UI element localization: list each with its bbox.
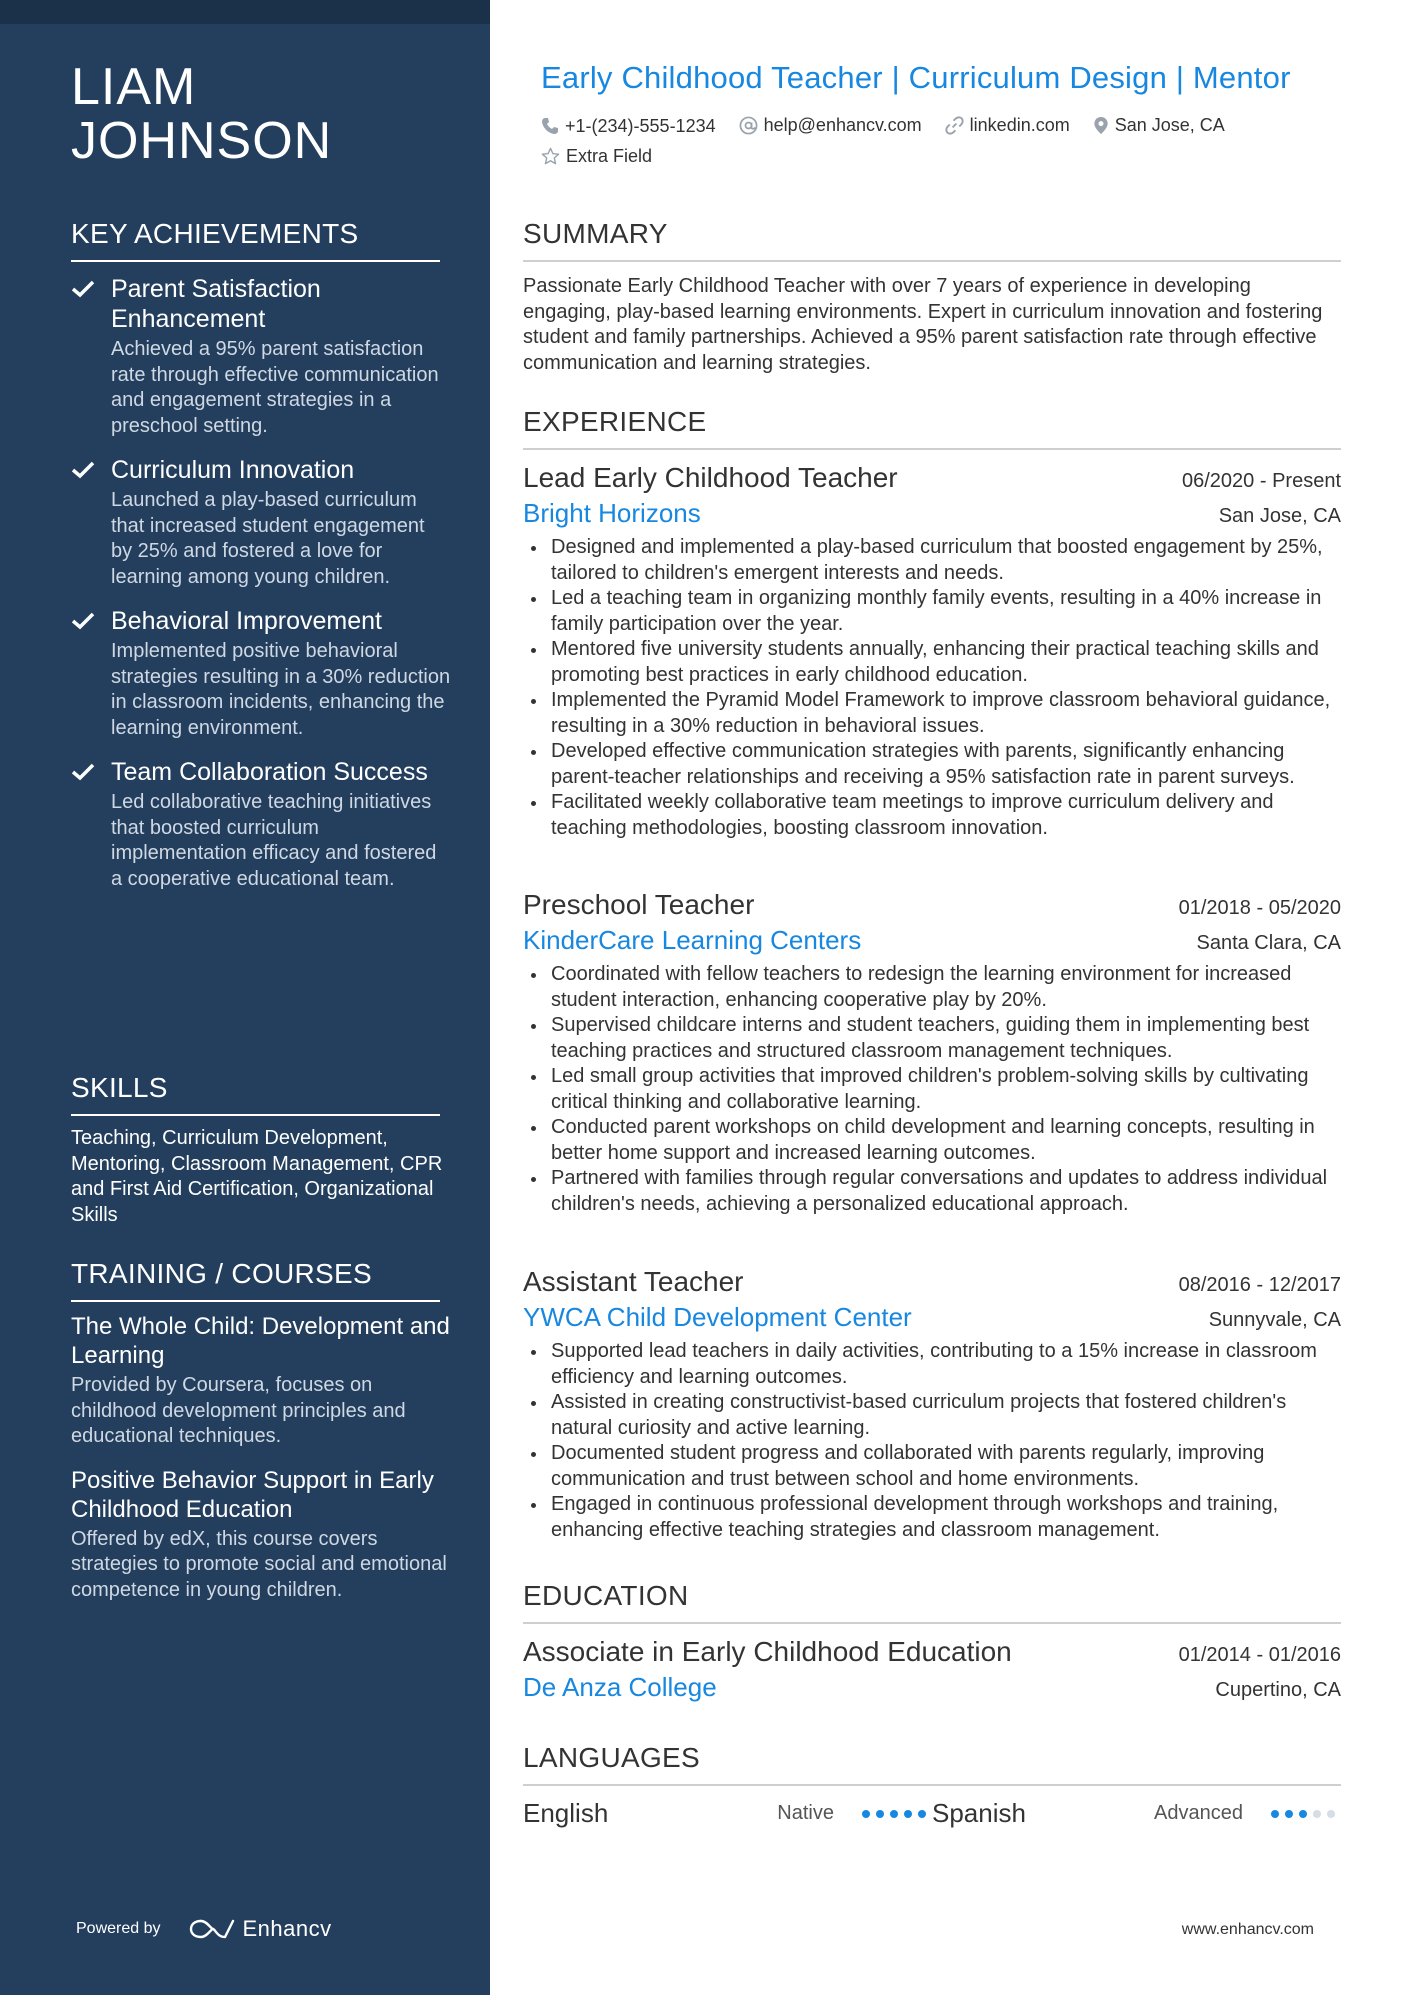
proficiency-dot-filled [1271, 1810, 1279, 1818]
bullet-item: Coordinated with fellow teachers to redesign the learning environment for increased student interaction, enhancing cooperative play by 20%. [523, 962, 1341, 1013]
job-company: YWCA Child Development Center [523, 1302, 912, 1332]
achievements-title: KEY ACHIEVEMENTS [71, 218, 440, 262]
course-title: Positive Behavior Support in Early Childhood Education [71, 1466, 434, 1523]
achievement-desc: Achieved a 95% parent satisfaction rate through effective communication and engagement strategies in a preschool setting. [111, 338, 439, 437]
language-name: Spanish [932, 1798, 1026, 1828]
star-icon [541, 147, 560, 166]
achievement-title: Team Collaboration Success [111, 758, 428, 786]
last-name: JOHNSON [71, 112, 333, 170]
bullet-item: Partnered with families through regular conversations and updates to address individual children's needs, achieving a personalized educational approach. [523, 1166, 1341, 1217]
job-bullets [523, 535, 1341, 841]
checkmark-icon [71, 763, 95, 781]
enhancv-logo-link[interactable] [189, 1916, 332, 1942]
language-level: Advanced [1154, 1802, 1243, 1824]
course-item [71, 1312, 451, 1450]
job-date: 08/2016 - 12/2017 [1178, 1274, 1341, 1296]
contact-location [1093, 112, 1225, 139]
bullet-item: Facilitated weekly collaborative team meetings to improve curriculum delivery and teaching methodologies, boosting classroom innovation. [523, 790, 1341, 841]
job-date: 01/2018 - 05/2020 [1178, 897, 1341, 919]
powered-by-label: Powered by [76, 1920, 161, 1937]
contact-info [541, 112, 1341, 174]
phone-text: +1-(234)-555-1234 [565, 115, 716, 136]
job-title: Lead Early Childhood Teacher [523, 462, 898, 493]
proficiency-dots [1271, 1810, 1341, 1818]
achievements-list [71, 274, 451, 908]
proficiency-dot-filled [1299, 1810, 1307, 1818]
bullet-item: Supported lead teachers in daily activities, contributing to a 15% increase in classroom efficiency and learning outcomes. [523, 1339, 1341, 1390]
sidebar-top-bar [0, 0, 490, 24]
contact-phone [541, 113, 716, 140]
language-item [523, 1798, 932, 1829]
education-title: EDUCATION [523, 1580, 1341, 1624]
achievement-desc: Implemented positive behavioral strategies resulting in a 30% reduction in classroom incidents, enhancing the learning environment. [111, 640, 451, 739]
proficiency-dot-filled [890, 1810, 898, 1818]
bullet-item: Engaged in continuous professional development through workshops and training, enhancing effective teaching strategies and classroom management. [523, 1492, 1341, 1543]
link-text: linkedin.com [969, 115, 1070, 135]
proficiency-dot-empty [1313, 1810, 1321, 1818]
course-desc: Provided by Coursera, focuses on childhood development principles and educational techniques. [71, 1374, 406, 1447]
proficiency-dot-filled [904, 1810, 912, 1818]
job-location: Sunnyvale, CA [1208, 1309, 1341, 1331]
bullet-item: Supervised childcare interns and student teachers, guiding them in implementing best teaching practices and structured classroom management techniques. [523, 1013, 1341, 1064]
bullet-item: Led small group activities that improved children's problem-solving skills by cultivating critical thinking and collaborative learning. [523, 1064, 1341, 1115]
contact-email[interactable] [739, 112, 922, 139]
enhancv-wordmark: Enhancv [242, 1916, 332, 1941]
bullet-item: Implemented the Pyramid Model Framework to improve classroom behavioral guidance, resulting in a 30% reduction in behavioral issues. [523, 688, 1341, 739]
language-name: English [523, 1798, 609, 1828]
first-name: LIAM [71, 58, 197, 116]
course-desc: Offered by edX, this course covers strategies to promote social and emotional competence in young children. [71, 1527, 447, 1601]
bullet-item: Conducted parent workshops on child development and learning concepts, resulting in better home support and increased learning outcomes. [523, 1115, 1341, 1166]
course-item [71, 1466, 451, 1604]
language-level: Native [777, 1802, 834, 1824]
education-location: Cupertino, CA [1215, 1679, 1341, 1701]
job-entry [523, 889, 1341, 1217]
checkmark-icon [71, 280, 95, 298]
achievement-item [71, 757, 451, 892]
job-date: 06/2020 - Present [1182, 470, 1341, 492]
job-entry [523, 462, 1341, 841]
bullet-item: Documented student progress and collaborated with parents regularly, improving communication and trust between school and home environments. [523, 1441, 1341, 1492]
education-date: 01/2014 - 01/2016 [1178, 1644, 1341, 1666]
sidebar [0, 0, 490, 1995]
bullet-item: Led a teaching team in organizing monthly family events, resulting in a 40% increase in family participation over the year. [523, 586, 1341, 637]
language-item [932, 1798, 1341, 1829]
location-text: San Jose, CA [1114, 115, 1225, 135]
degree-title: Associate in Early Childhood Education [523, 1636, 1012, 1667]
proficiency-dot-filled [918, 1810, 926, 1818]
school-name: De Anza College [523, 1672, 717, 1702]
summary-title: SUMMARY [523, 218, 1341, 262]
courses-list [71, 1312, 451, 1619]
enhancv-logo-icon [189, 1917, 235, 1941]
bullet-item: Mentored five university students annually, enhancing their practical teaching skills and promoting best practices in early childhood education. [523, 637, 1341, 688]
skills-title: SKILLS [71, 1072, 440, 1116]
achievement-desc: Led collaborative teaching initiatives that boosted curriculum implementation efficacy and fostered a cooperative educational team. [111, 791, 437, 890]
bullet-item: Designed and implemented a play-based curriculum that boosted engagement by 25%, tailored to children's emergent interests and needs. [523, 535, 1341, 586]
location-pin-icon [1093, 116, 1109, 135]
job-location: Santa Clara, CA [1196, 932, 1341, 954]
job-title: Preschool Teacher [523, 889, 755, 920]
job-entry [523, 1266, 1341, 1543]
course-title: The Whole Child: Development and Learning [71, 1313, 450, 1369]
headline: Early Childhood Teacher | Curriculum Design | Mentor [541, 60, 1291, 95]
checkmark-icon [71, 461, 95, 479]
languages-title: LANGUAGES [523, 1742, 1341, 1786]
bullet-item: Assisted in creating constructivist-based curriculum projects that fostered children's natural curiosity and active learning. [523, 1390, 1341, 1441]
phone-icon [541, 117, 559, 135]
achievement-title: Curriculum Innovation [111, 456, 355, 484]
bullet-item: Developed effective communication strategies with parents, significantly enhancing parent-teacher relationships and receiving a 95% satisfaction rate in parent surveys. [523, 739, 1341, 790]
proficiency-dot-filled [862, 1810, 870, 1818]
proficiency-dot-empty [1327, 1810, 1335, 1818]
proficiency-dot-filled [1285, 1810, 1293, 1818]
job-title: Assistant Teacher [523, 1266, 744, 1297]
contact-link[interactable] [945, 112, 1070, 139]
education-entry [523, 1636, 1341, 1703]
job-company: KinderCare Learning Centers [523, 925, 862, 955]
job-bullets [523, 1339, 1341, 1543]
proficiency-dot-filled [876, 1810, 884, 1818]
enhancv-website-link[interactable]: www.enhancv.com [1181, 1921, 1314, 1938]
candidate-name [71, 60, 332, 168]
checkmark-icon [71, 612, 95, 630]
training-title: TRAINING / COURSES [71, 1258, 440, 1302]
job-company: Bright Horizons [523, 498, 701, 528]
summary-text: Passionate Early Childhood Teacher with over 7 years of experience in developing engaging, play-based learning environments. Expert in curriculum innovation and fostering student and family partnerships. Achieved a 95% parent satisfaction rate through effective communication and learning strategies. [523, 275, 1323, 374]
skills-text: Teaching, Curriculum Development, Mentoring, Classroom Management, CPR and First Aid Certification, Organizational Skills [71, 1127, 443, 1226]
proficiency-dots [862, 1810, 932, 1818]
contact-extra [541, 143, 652, 170]
achievement-title: Parent Satisfaction Enhancement [111, 275, 321, 333]
at-icon [739, 116, 758, 135]
email-text: help@enhancv.com [763, 115, 922, 135]
link-icon [945, 116, 964, 135]
job-location: San Jose, CA [1218, 505, 1341, 527]
achievement-item [71, 455, 451, 590]
extra-field-text: Extra Field [566, 146, 653, 166]
achievement-desc: Launched a play-based curriculum that increased student engagement by 25% and fostered a love for learning among young children. [111, 489, 425, 588]
achievement-item [71, 606, 451, 741]
powered-by [76, 1916, 332, 1942]
achievement-item [71, 274, 451, 439]
experience-title: EXPERIENCE [523, 406, 1341, 450]
languages-list [523, 1798, 1341, 1829]
job-bullets [523, 962, 1341, 1217]
achievement-title: Behavioral Improvement [111, 607, 382, 635]
